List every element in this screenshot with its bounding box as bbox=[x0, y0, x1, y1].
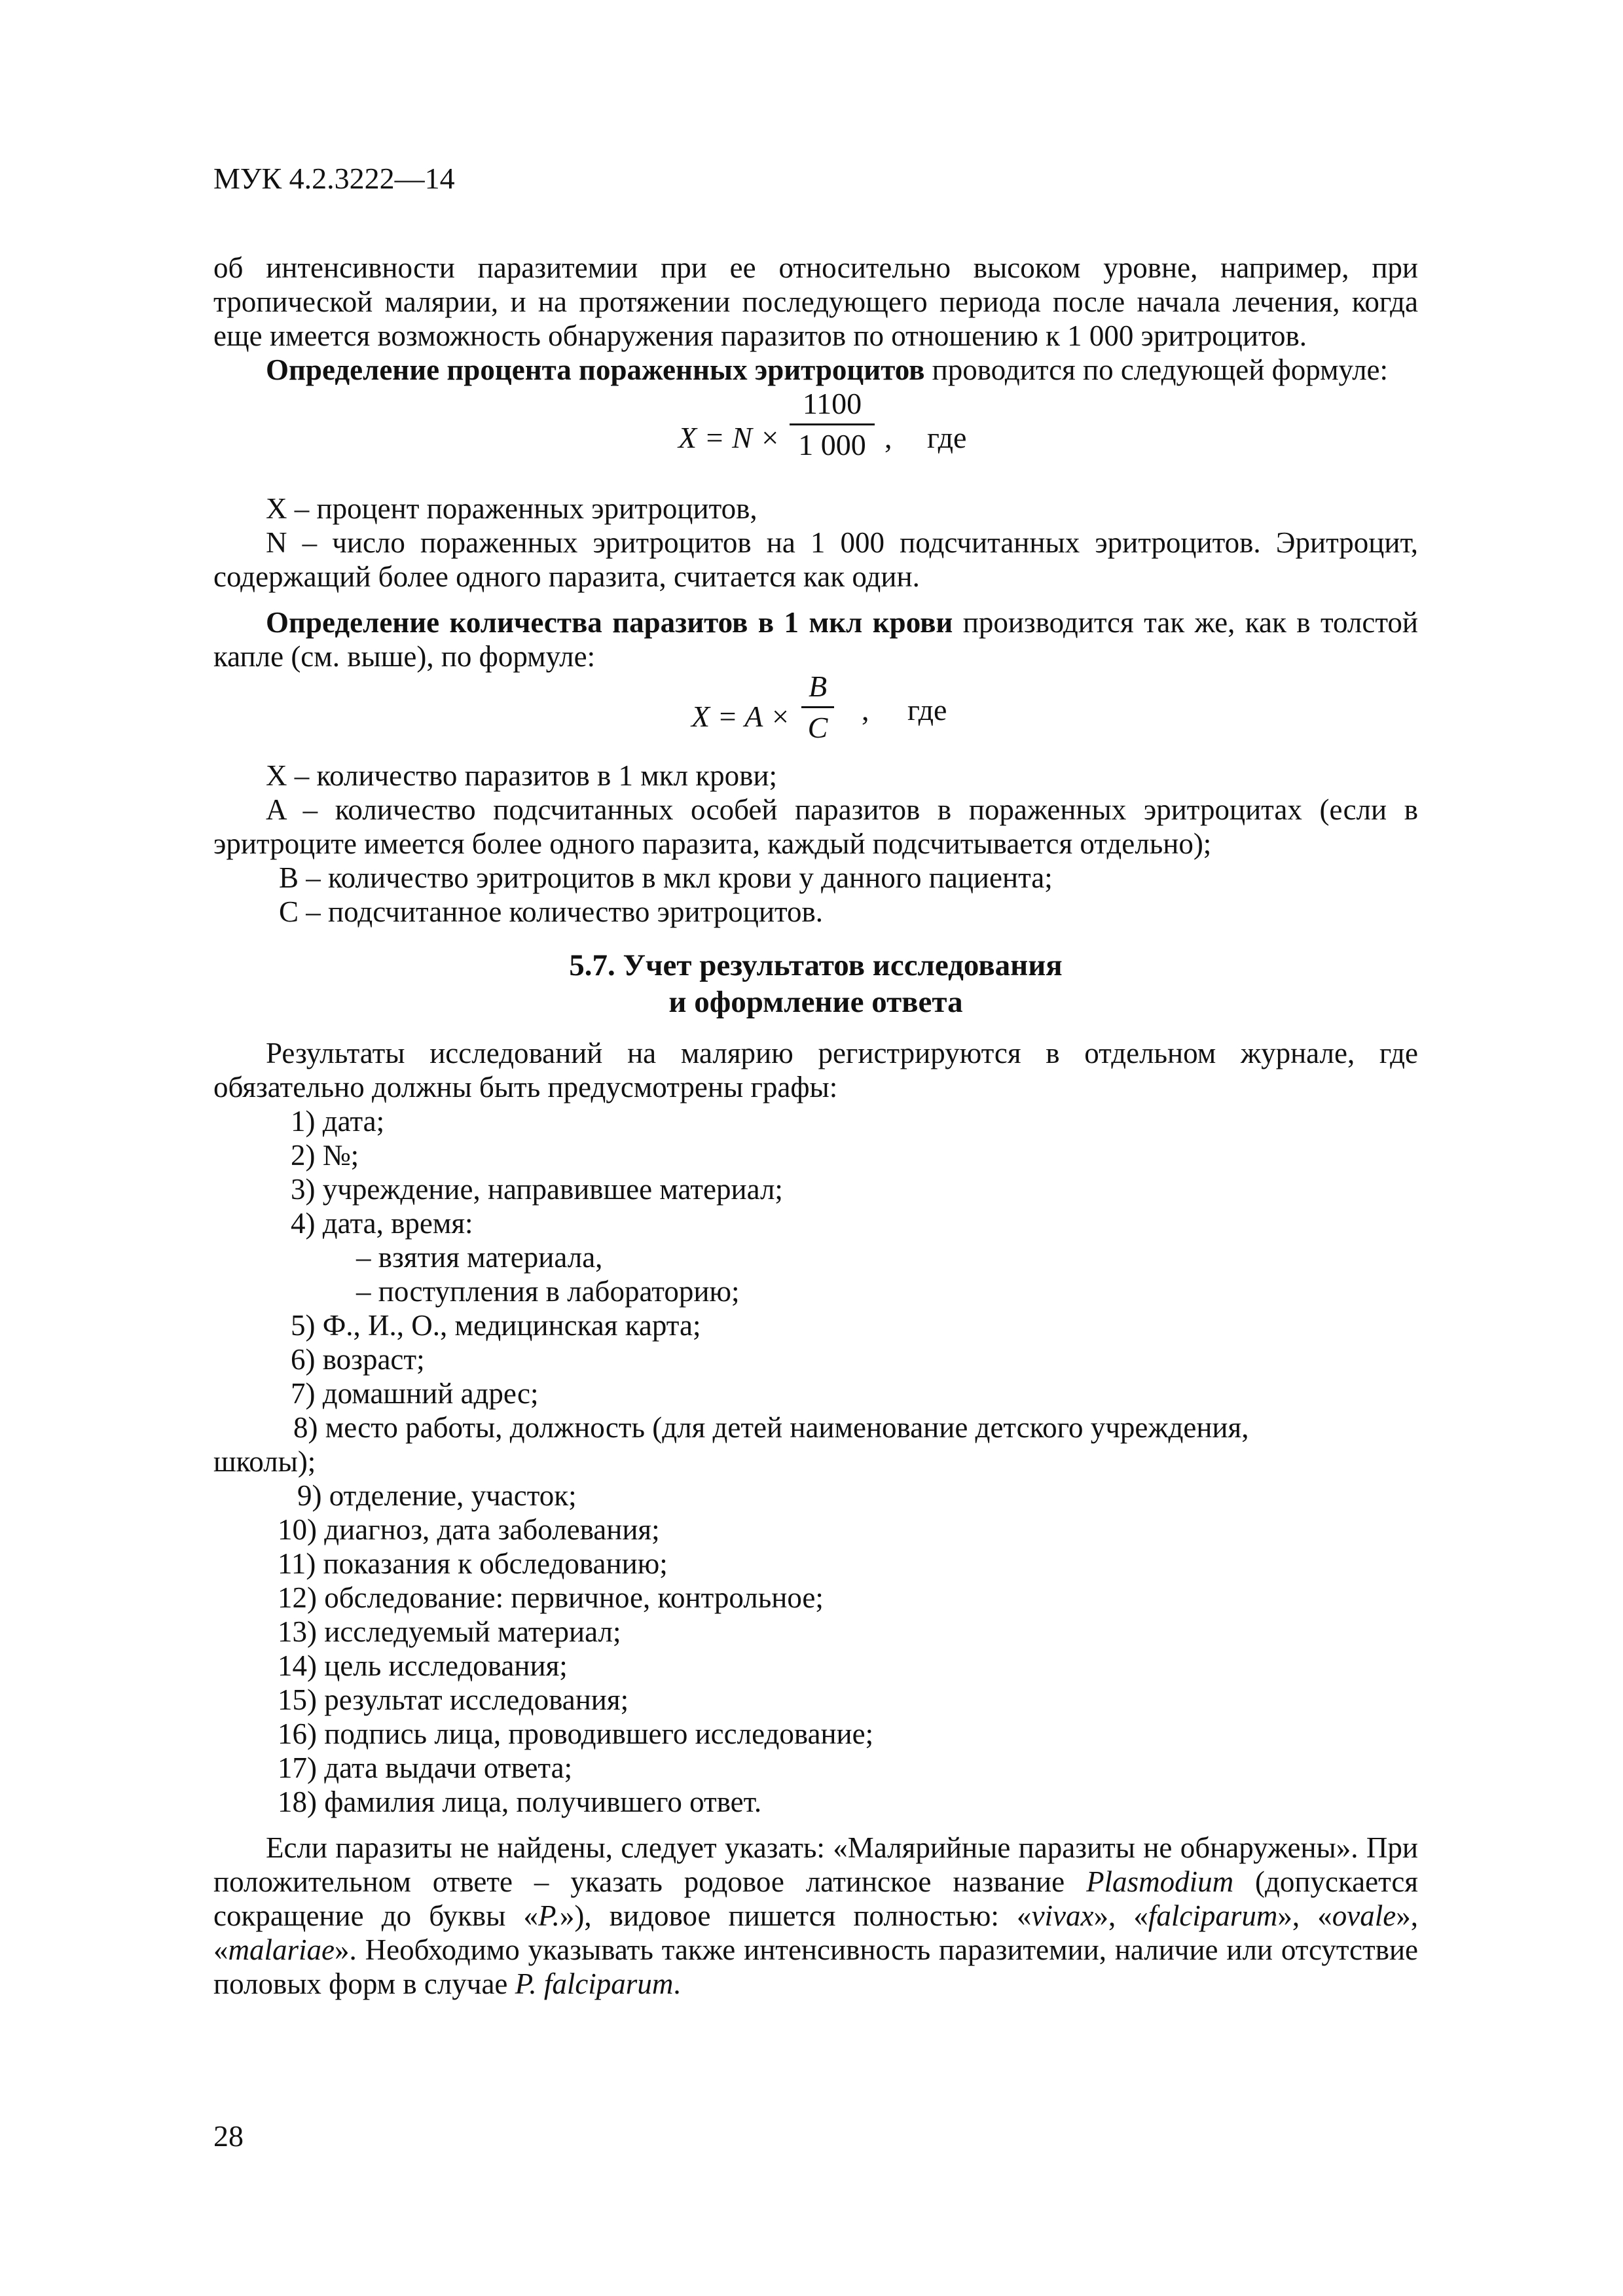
paragraph-text: проводится по следующей формуле: bbox=[924, 353, 1389, 386]
paragraph-percent-definition bbox=[213, 353, 1418, 387]
section-heading-line-2: и оформление ответа bbox=[668, 985, 963, 1019]
formula-fraction bbox=[801, 670, 834, 745]
fraction-numerator: 1100 bbox=[802, 387, 862, 420]
formula-fraction bbox=[790, 387, 875, 462]
paragraph-intro: об интенсивности паразитемии при ее относительно высоком уровне, например, при тропической малярии, и на протяжении последующего периода после начала лечения, когда еще имеется возможность обнаружения паразитов по отношению к 1 000 эритроцитов. bbox=[213, 251, 1418, 352]
section-heading-line-1: 5.7. Учет результатов исследования bbox=[569, 948, 1063, 982]
list-item: 13) исследуемый материал; bbox=[278, 1615, 621, 1648]
formula-where: где bbox=[927, 421, 967, 454]
paragraph-text: производится так же, как в толстой капле (см. выше), по формуле: bbox=[213, 606, 1419, 673]
latin-species: falciparum bbox=[1148, 1899, 1278, 1932]
formula-comma: , bbox=[884, 421, 892, 454]
formula-lhs: X = A × bbox=[691, 700, 791, 733]
fraction-numerator: B bbox=[808, 670, 828, 703]
latin-species: ovale bbox=[1332, 1899, 1396, 1932]
text-run: »), видовое пишется полностью: « bbox=[559, 1899, 1032, 1932]
page-body bbox=[213, 251, 1418, 2001]
list-item: 16) подпись лица, проводившего исследование; bbox=[278, 1717, 874, 1750]
definition-n-count: N – число пораженных эритроцитов на 1 000 подсчитанных эритроцитов. Эритроцит, содержащий более одного паразита, считается как один. bbox=[213, 526, 1418, 593]
text-run: ». Необходимо указывать также интенсивность паразитемии, наличие или отсутствие половых форм в случае bbox=[213, 1933, 1418, 2000]
bold-term: Определение количества паразитов в 1 мкл крови bbox=[266, 606, 953, 639]
list-item: 15) результат исследования; bbox=[278, 1683, 629, 1716]
list-item: 7) домашний адрес; bbox=[291, 1377, 539, 1410]
list-item: 4) дата, время: bbox=[291, 1207, 473, 1240]
text-run: Если паразиты не найдены, следует указать: «Малярийные паразиты не обнаружены». При положительном ответе – указать родовое латинское название bbox=[213, 1831, 1418, 1898]
formula-where: где bbox=[907, 693, 947, 726]
list-item: 14) цель исследования; bbox=[278, 1649, 568, 1682]
definition-x-percent: X – процент пораженных эритроцитов, bbox=[266, 492, 757, 525]
list-item: 11) показания к обследованию; bbox=[278, 1547, 668, 1580]
list-item: 6) возраст; bbox=[291, 1343, 425, 1376]
paragraph-journal: Результаты исследований на малярию регистрируются в отдельном журнале, где обязательно должны быть предусмотрены графы: bbox=[213, 1037, 1418, 1103]
latin-species: malariae bbox=[228, 1933, 335, 1966]
latin-abbreviation: P. bbox=[538, 1899, 560, 1932]
formula-lhs: X = N × bbox=[678, 421, 780, 454]
section-heading bbox=[213, 947, 1418, 1020]
page-number: 28 bbox=[213, 2119, 244, 2153]
list-subitem: – поступления в лабораторию; bbox=[356, 1275, 740, 1308]
bold-term: Определение процента пораженных эритроцитов bbox=[266, 353, 925, 386]
definition-c-count: C – подсчитанное количество эритроцитов. bbox=[279, 895, 824, 928]
fraction-bar bbox=[790, 423, 875, 425]
list-item: 12) обследование: первичное, контрольное; bbox=[278, 1581, 824, 1614]
fraction-bar bbox=[801, 706, 834, 708]
text-run: . bbox=[673, 1967, 681, 2000]
list-item: 1) дата; bbox=[291, 1105, 385, 1138]
definition-b-count: B – количество эритроцитов в мкл крови у данного пациента; bbox=[279, 861, 1053, 894]
document-code-header: МУК 4.2.3222—14 bbox=[213, 162, 455, 195]
list-item: 8) место работы, должность (для детей наименование детского учреждения, bbox=[293, 1411, 1249, 1444]
text-run: (допускается сокращение до буквы « bbox=[213, 1865, 1418, 1932]
text-run: », « bbox=[1093, 1899, 1148, 1932]
list-item: 18) фамилия лица, получившего ответ. bbox=[278, 1785, 762, 1818]
list-subitem: – взятия материала, bbox=[356, 1241, 603, 1274]
fraction-denominator: 1 000 bbox=[798, 428, 866, 461]
fraction-denominator: C bbox=[807, 711, 828, 744]
list-item: 2) №; bbox=[291, 1139, 359, 1172]
list-item: 10) диагноз, дата заболевания; bbox=[278, 1513, 660, 1546]
latin-species: vivax bbox=[1031, 1899, 1094, 1932]
formula-parasite-count bbox=[213, 670, 1418, 759]
list-item: 17) дата выдачи ответа; bbox=[278, 1751, 573, 1784]
formula-comma: , bbox=[862, 693, 869, 726]
definition-x-count: X – количество паразитов в 1 мкл крови; bbox=[266, 759, 778, 792]
list-item: 5) Ф., И., О., медицинская карта; bbox=[291, 1309, 701, 1342]
list-item: 9) отделение, участок; bbox=[297, 1479, 577, 1512]
list-item-continuation: школы); bbox=[213, 1445, 316, 1478]
paragraph-answer-format bbox=[213, 1831, 1418, 2001]
formula-percent bbox=[213, 387, 1418, 492]
latin-genus: Plasmodium bbox=[1086, 1865, 1234, 1898]
definition-a-count: A – количество подсчитанных особей паразитов в пораженных эритроцитах (если в эритроците имеется более одного паразита, каждый подсчитывается отдельно); bbox=[213, 793, 1418, 860]
journal-columns-list bbox=[213, 1104, 1418, 1819]
latin-species: P. falciparum bbox=[515, 1967, 674, 2000]
text-run: », « bbox=[1277, 1899, 1332, 1932]
list-item: 3) учреждение, направившее материал; bbox=[291, 1173, 783, 1206]
paragraph-parasite-count bbox=[213, 605, 1418, 673]
text-run: », « bbox=[213, 1899, 1418, 1966]
